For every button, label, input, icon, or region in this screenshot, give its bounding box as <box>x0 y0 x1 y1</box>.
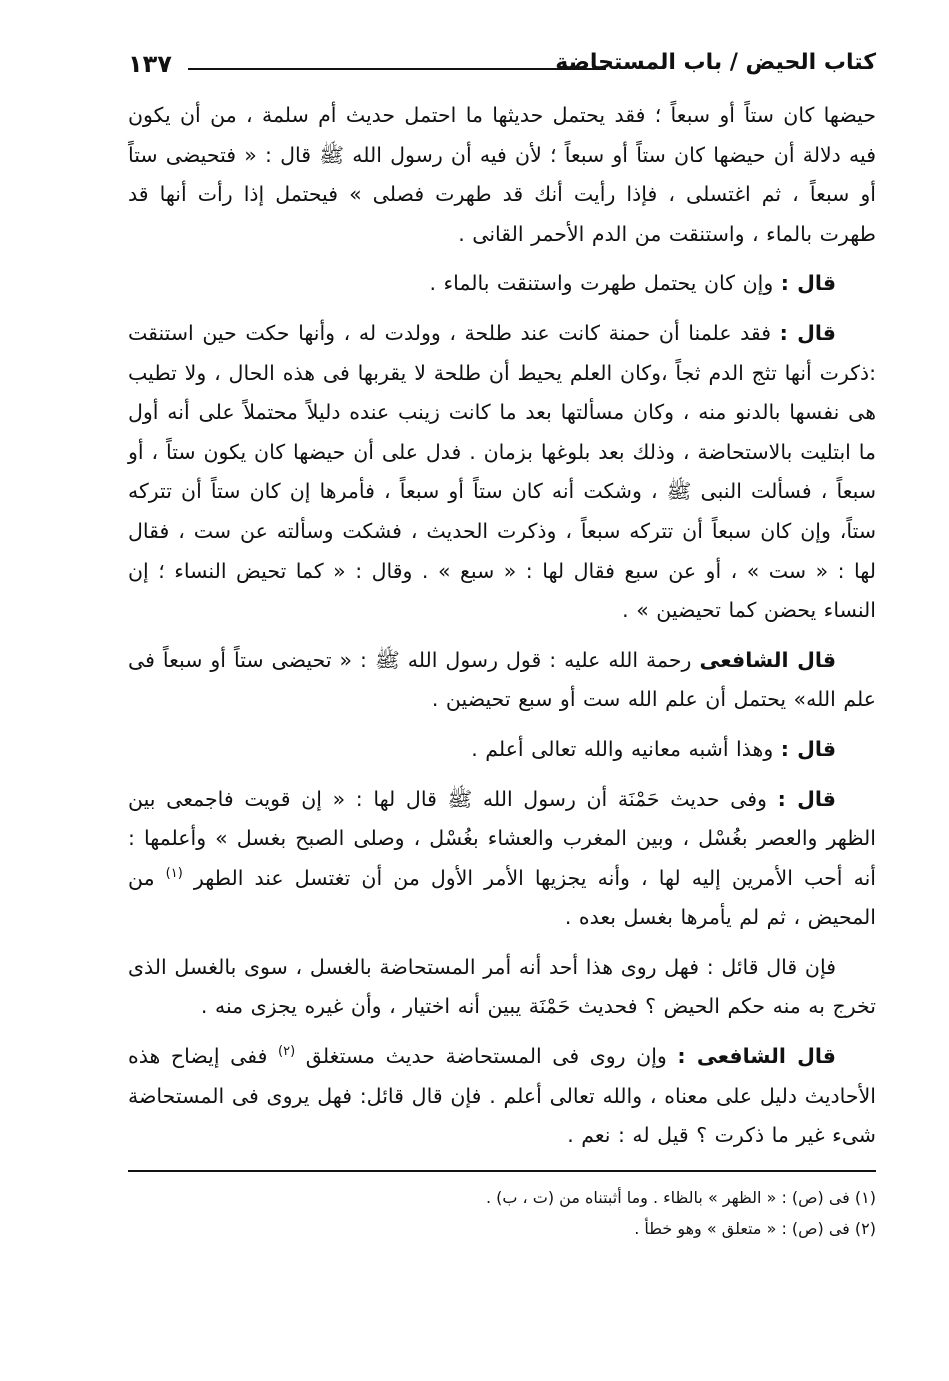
book-page <box>128 44 876 1344</box>
header-title: كتاب الحيض / باب المستحاضة <box>555 50 876 75</box>
footnotes <box>128 1182 876 1244</box>
footnote-reference-2: (٢) <box>278 1044 296 1060</box>
paragraph-text: وإن كان يحتمل طهرت واستنقت بالماء . <box>429 271 774 296</box>
page-number: ١٣٧ <box>128 50 172 78</box>
paragraph-text: رحمة الله عليه : قول رسول الله ﷺ : « تحيضى ستاً أو سبعاً فى علم الله» يحتمل أن علم الله ست أو سبع تحيضين . <box>128 647 876 712</box>
paragraph-7 <box>128 948 876 1027</box>
paragraph-1 <box>128 96 876 254</box>
paragraph-6 <box>128 780 876 938</box>
running-header <box>128 44 876 88</box>
paragraph-text: وهذا أشبه معانيه والله تعالى أعلم . <box>471 736 774 761</box>
paragraph-lead: قال : <box>780 271 836 296</box>
footnote-1: (١) فى (ص) : « الظهر » بالظاء . وما أثبتناه من (ت ، ب) . <box>485 1187 876 1207</box>
paragraph-3 <box>128 314 876 631</box>
body-text <box>128 96 876 1156</box>
footnote-reference-1: (١) <box>165 865 183 881</box>
paragraph-lead: قال : <box>780 736 836 761</box>
paragraph-text: فإن قال قائل : فهل روى هذا أحد أنه أمر المستحاضة بالغسل ، سوى بالغسل الذى تخرج به منه حكم الحيض ؟ فحديث حَمْنَة يبين أنه اختيار ، وأن غيره يجزى منه . <box>128 954 876 1019</box>
paragraph-lead: قال الشافعى <box>699 647 836 672</box>
paragraph-text: وإن روى فى المستحاضة حديث مستغلق <box>305 1044 667 1069</box>
paragraph-text-continued: ففى إيضاح هذه الأحاديث دليل على معناه ، والله تعالى أعلم . فإن قال قائل: فهل يروى فى المستحاضة شىء غير ما ذكرت ؟ قيل له : نعم . <box>128 1044 876 1148</box>
footnote-2: (٢) فى (ص) : « متعلق » وهو خطأ . <box>634 1218 876 1238</box>
footnote-divider <box>128 1170 876 1172</box>
header-rule <box>188 68 606 70</box>
paragraph-8 <box>128 1037 876 1156</box>
paragraph-text: وفى حديث حَمْنَة أن رسول الله ﷺ قال لها : « إن قويت فاجمعى بين الظهر والعصر بغُسْل ، وبين المغرب والعشاء بغُسْل ، وصلى الصبح بغسل » وأعلمها : أنه أحب الأمرين إليه لها ، وأنه يجزيها الأمر الأول من أن تغتسل عند الطهر <box>128 786 876 890</box>
paragraph-lead: قال : <box>779 320 836 345</box>
paragraph-text-continued: من المحيض ، ثم لم يأمرها بغسل بعده . <box>128 865 876 930</box>
paragraph-2 <box>128 264 876 304</box>
paragraph-5 <box>128 730 876 770</box>
paragraph-lead: قال الشافعى : <box>677 1044 836 1069</box>
paragraph-text: فقد علمنا أن حمنة كانت عند طلحة ، وولدت له ، وأنها حكت حين استنقت :ذكرت أنها تثج الدم ثجاً ،وكان العلم يحيط أن طلحة لا يقربها فى هذه الحال ، ولا تطيب هى نفسها بالدنو منه ، وكان مسألتها بعد ما كانت زينب عنده دليلاً محتملاً على أنه أول ما ابتليت بالاستحاضة ، وذلك بعد بلوغها بزمان . فدل على أن حيضها كان يكون ستاً ، أو سبعاً ، فسألت النبى ﷺ ، وشكت أنه كان ستاً أو سبعاً ، فأمرها إن كان ستاً أن تتركه ستاً، وإن كان سبعاً أن تتركه سبعاً ، وذكرت الحديث ، فشكت وسألته عن ست ، فقال لها : « ست » ، أو عن سبع فقال لها : « سبع » . وقال : « كما تحيض النساء ؛ إن النساء يحضن كما تحيضين » . <box>128 320 876 623</box>
paragraph-4 <box>128 641 876 720</box>
paragraph-text: حيضها كان ستاً أو سبعاً ؛ فقد يحتمل حديثها ما احتمل حديث أم سلمة ، من أن يكون فيه دلالة أن حيضها كان ستاً أو سبعاً ؛ لأن فيه أن رسول الله ﷺ قال : « فتحيضى ستاً أو سبعاً ، ثم اغتسلى ، فإذا رأيت أنك قد طهرت فصلى » فيحتمل إذا رأت أنها قد طهرت بالماء ، واستنقت من الدم الأحمر القانى . <box>128 103 876 246</box>
paragraph-lead: قال : <box>777 786 836 811</box>
